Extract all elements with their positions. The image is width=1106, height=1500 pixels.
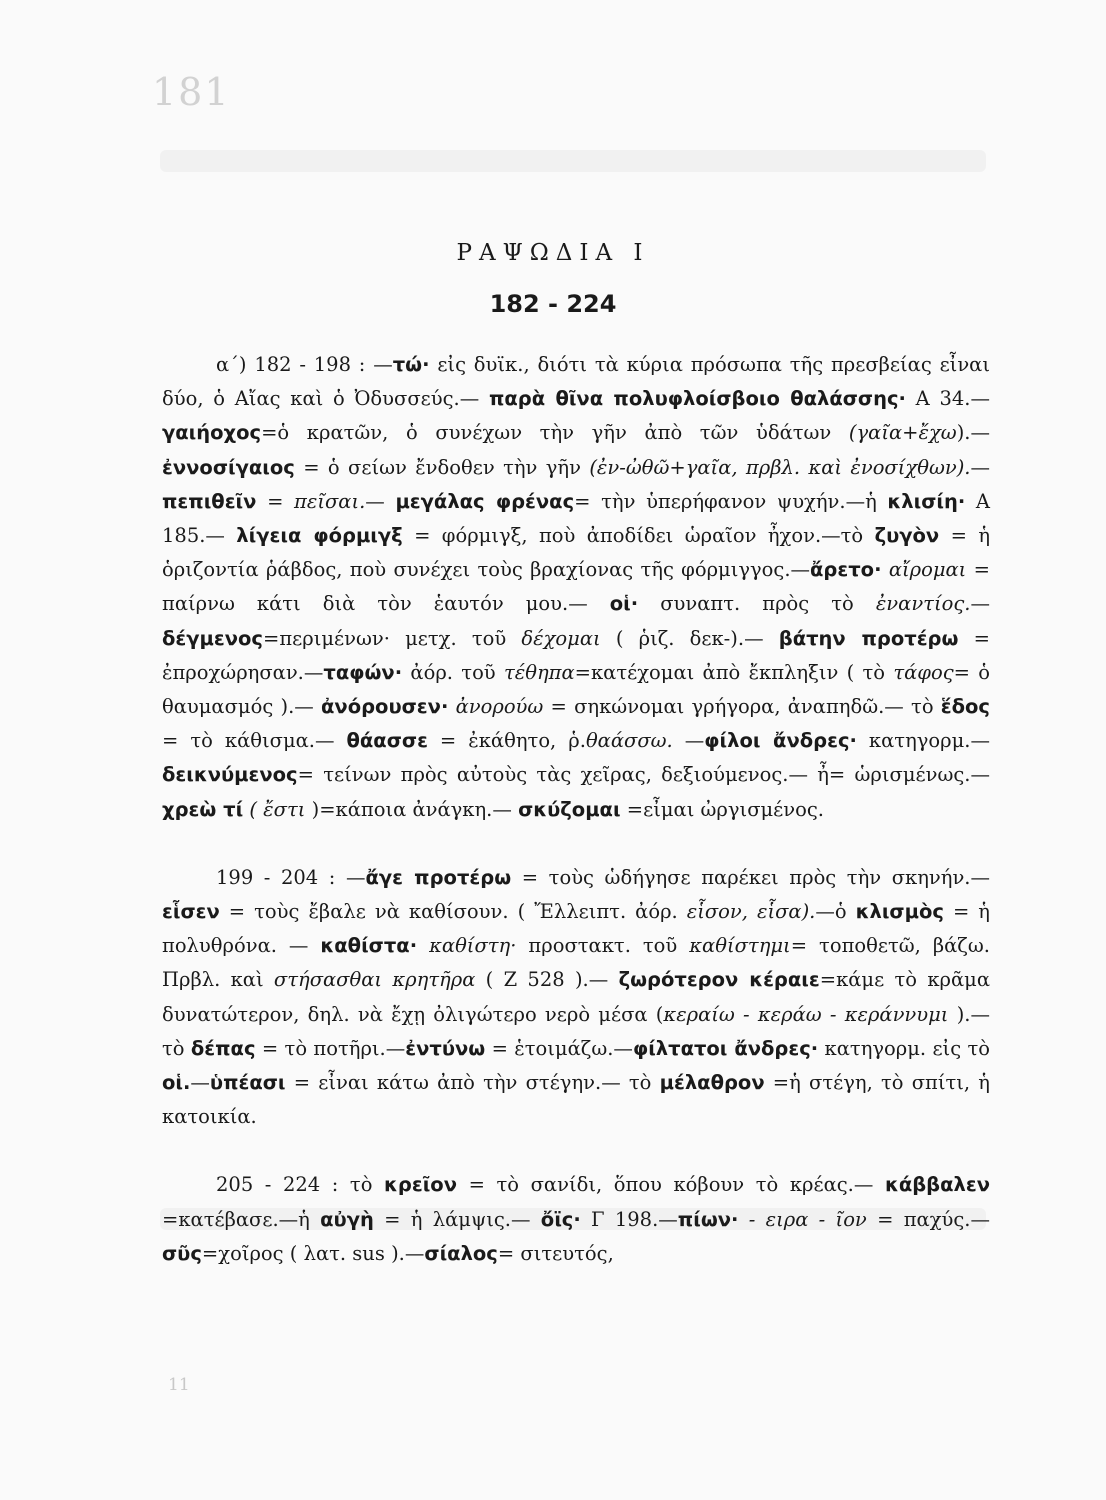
gloss-text	[448, 695, 455, 718]
italic-reference: τάφος	[893, 660, 954, 684]
gloss-text: = σιτευτός,	[497, 1241, 614, 1265]
italic-reference: καθίστημι	[689, 934, 791, 958]
lemma-term: φίλτατοι ἄνδρες·	[632, 1036, 819, 1060]
lemma-term: λίγεια φόρμιγξ	[236, 524, 403, 548]
lemma-term: ζωρότερον κέραιε	[618, 968, 820, 992]
gloss-text: 205 - 224 : τὸ	[216, 1173, 385, 1197]
gloss-text: ( ῥιζ. δεκ-).—	[600, 626, 779, 650]
page-number: 181	[152, 70, 231, 114]
gloss-text: —	[970, 455, 991, 479]
gloss-text: = τοὺς ἔβαλε νὰ καθίσουν. ( Ἔλλειπτ. ἀόρ.	[219, 900, 687, 924]
gloss-text: = τὸ ποτῆρι.—	[255, 1036, 406, 1060]
gloss-text: —	[365, 489, 396, 513]
gloss-text: κατηγορμ. εἰς τὸ	[818, 1036, 990, 1060]
gloss-text: = ἡ λάμψις.—	[373, 1207, 541, 1231]
commentary-paragraph	[162, 861, 990, 1135]
italic-reference: αἴρομαι	[888, 558, 967, 582]
gloss-text: = τὸ κάθισμα.—	[162, 729, 347, 753]
gloss-text: = ἑτοιμάζω.—	[485, 1036, 633, 1060]
gloss-text: ( Ζ 528 ).—	[475, 968, 619, 992]
gloss-text: 199 - 204 : —	[216, 865, 366, 889]
rhapsody-title: ΡΑΨΩΔΙΑ Ι	[456, 240, 650, 266]
gloss-text: συναπτ. πρὸς τὸ	[638, 592, 876, 616]
gloss-text	[417, 934, 429, 957]
gloss-text: =ἡ στέγη, τὸ σπίτι, ἡ κατοικία.	[162, 1071, 990, 1129]
lemma-term: ὄϊς·	[540, 1207, 581, 1231]
commentary-paragraph	[162, 1168, 990, 1271]
italic-reference: κεραίω - κεράω - κεράννυμι	[663, 1002, 949, 1026]
gloss-text: = ὁ σείων ἔνδοθεν τὴν γῆν	[294, 455, 590, 479]
lemma-term: γαιήοχος	[162, 421, 262, 445]
lemma-term: παρὰ θῖνα πολυφλοίσβοιο θαλάσσης·	[488, 387, 906, 411]
gloss-text: = τείνων πρὸς αὐτοὺς τὰς χεῖρας, δεξιούμενος.— ἦ= ὡρισμένως.—	[297, 763, 990, 787]
lemma-term: κλισμὸς	[855, 900, 944, 924]
lemma-term: κάββαλεν	[884, 1173, 991, 1197]
lemma-term: ἄγε προτέρω	[365, 865, 512, 889]
lemma-term: ἐννοσίγαιος	[162, 455, 295, 479]
italic-reference: θαάσσω.	[585, 729, 673, 753]
italic-reference: (γαῖα+ἔχω	[848, 421, 957, 445]
italic-reference: δέχομαι	[521, 626, 601, 650]
lemma-term: εἷσεν	[162, 900, 220, 924]
commentary-paragraph	[162, 348, 990, 827]
lemma-term: οἱ.	[162, 1071, 191, 1095]
gloss-text: =χοῖρος ( λατ. sus ).—	[201, 1241, 425, 1265]
gloss-text: = τὴν ὑπερήφανον ψυχήν.—ἡ	[574, 489, 888, 513]
italic-reference: καθίστη·	[429, 934, 517, 958]
italic-reference: εἷσον, εἷσα).	[686, 900, 816, 924]
lemma-term: πεπιθεῖν	[162, 489, 257, 513]
gloss-text: )=κάποια ἀνάγκη.—	[305, 797, 519, 821]
lemma-term: τώ·	[392, 353, 430, 376]
gloss-text: = παχύς.—	[866, 1207, 990, 1231]
lemma-term: οἱ·	[609, 592, 639, 616]
lemma-term: δέπας	[190, 1036, 256, 1060]
lemma-term: θάασσε	[346, 729, 428, 753]
gloss-text: = παίρνω κάτι διὰ τὸν ἑαυτόν μου.—	[162, 558, 990, 616]
signature-mark: 11	[168, 1375, 190, 1395]
lemma-term: κρεῖον	[384, 1173, 457, 1197]
lemma-term: κλισίη·	[887, 489, 966, 513]
lemma-term: σίαλος	[424, 1241, 498, 1265]
gloss-text: Α 185.—	[162, 489, 991, 548]
gloss-text: =εἶμαι ὠργισμένος.	[620, 797, 824, 821]
lemma-term: πίων·	[677, 1207, 739, 1231]
gloss-text: —	[672, 729, 705, 753]
gloss-text: α΄) 182 - 198 : —	[216, 353, 393, 376]
gloss-text: = ἐκάθητο, ῥ.	[427, 729, 586, 753]
gloss-text: κατηγορμ.—	[856, 729, 990, 753]
lemma-term: φίλοι ἄνδρες·	[704, 729, 857, 753]
lemma-term: δέγμενος	[162, 626, 263, 650]
gloss-text: =ὁ κρατῶν, ὁ συνέχων τὴν γῆν ἀπὸ τῶν ὑδάτων	[261, 421, 849, 445]
gloss-text: = ἡ ὁριζοντία ῥάβδος, ποὺ συνέχει τοὺς βραχίονας τῆς φόρμιγγος.—	[162, 524, 990, 582]
gloss-text: προστακτ. τοῦ	[516, 934, 690, 958]
lemma-term: καθίστα·	[320, 934, 418, 958]
gloss-text: = τοὺς ὡδήγησε παρέκει πρὸς τὴν σκηνήν.—	[511, 865, 990, 889]
gloss-text: =περιμένων· μετχ. τοῦ	[262, 626, 522, 650]
gloss-text: = φόρμιγξ, ποὺ ἀποδίδει ὡραῖον ἦχον.—τὸ	[402, 524, 875, 548]
gloss-text: =κάμε τὸ κρᾶμα δυνατώτερον, δηλ. νὰ ἔχῃ ὀλιγώτερο νερὸ μέσα (	[162, 968, 990, 1026]
gloss-text: =κατέχομαι ἀπὸ ἔκπληξιν ( τὸ	[574, 660, 894, 684]
gloss-text	[882, 558, 889, 581]
gloss-text: Γ 198.—	[580, 1207, 678, 1231]
gloss-text: ἀόρ. τοῦ	[402, 660, 504, 684]
lemma-term: ἄρετο·	[810, 558, 882, 582]
gloss-text: εἰς δυϊκ., διότι τὰ κύρια πρόσωπα τῆς πρεσβείας εἶναι δύο, ὁ Αἴας καὶ ὁ Ὀδυσσεύς.—	[162, 353, 990, 411]
commentary-body	[162, 348, 990, 1271]
gloss-text: = εἶναι κάτω ἀπὸ τὴν στέγην.— τὸ	[285, 1071, 660, 1095]
gloss-text: = σηκώνομαι γρήγορα, ἀναπηδῶ.— τὸ	[543, 695, 941, 719]
gloss-text: —	[190, 1071, 210, 1095]
verse-range-heading: 182 - 224	[489, 290, 617, 318]
gloss-text: = τὸ σανίδι, ὅπου κόβουν τὸ κρέας.—	[457, 1173, 885, 1197]
lemma-term: βάτην προτέρω	[778, 626, 959, 650]
gloss-text: =κατέβασε.—ἡ	[162, 1207, 321, 1231]
lemma-term: ζυγὸν	[874, 524, 940, 548]
lemma-term: σκύζομαι	[518, 797, 621, 821]
gloss-text	[738, 1208, 748, 1231]
lemma-term: μέλαθρον	[659, 1071, 765, 1095]
italic-reference: (ἐν-ὠθῶ+γαῖα, πρβλ. καὶ ἐνοσίχθων).	[589, 455, 971, 479]
bleed-through-shadow	[160, 150, 986, 172]
gloss-text: —ὁ	[815, 900, 856, 924]
lemma-term: σῦς	[162, 1241, 202, 1265]
italic-reference: ἀνορούω	[455, 695, 544, 719]
lemma-term: δεικνύμενος	[162, 763, 298, 787]
lemma-term: χρεὼ τί	[162, 797, 244, 821]
gloss-text: = ἐπροχώρησαν.—	[162, 626, 990, 684]
italic-reference: ( ἔστι	[249, 797, 306, 821]
lemma-term: ἐντύνω	[405, 1036, 486, 1060]
gloss-text: =	[256, 489, 295, 513]
gloss-text: ).— τὸ	[162, 1002, 990, 1060]
lemma-term: ὑπέασι	[209, 1071, 286, 1095]
italic-reference: πεῖσαι.	[294, 489, 366, 513]
lemma-term: μεγάλας φρένας	[395, 489, 575, 513]
italic-reference: - ειρα - ῖον	[748, 1207, 867, 1231]
gloss-text: = ὁ θαυμασμός ).—	[162, 660, 990, 719]
gloss-text: = τοποθετῶ, βάζω. Πρβλ. καὶ	[162, 934, 990, 992]
gloss-text: ).—	[956, 421, 990, 445]
gloss-text: Α 34.—	[905, 387, 990, 411]
lemma-term: ἕδος	[940, 695, 990, 719]
lemma-term: ἀνόρουσεν·	[321, 695, 449, 719]
gloss-text: = ἡ πολυθρόνα. —	[162, 900, 990, 958]
gloss-text: —	[970, 592, 990, 616]
italic-reference: ἐναντίος.	[875, 592, 971, 616]
italic-reference: τέθηπα	[503, 660, 575, 684]
lemma-term: ταφών·	[323, 660, 403, 684]
italic-reference: στήσασθαι κρητῆρα	[273, 968, 476, 992]
lemma-term: αὐγὴ	[320, 1207, 374, 1231]
